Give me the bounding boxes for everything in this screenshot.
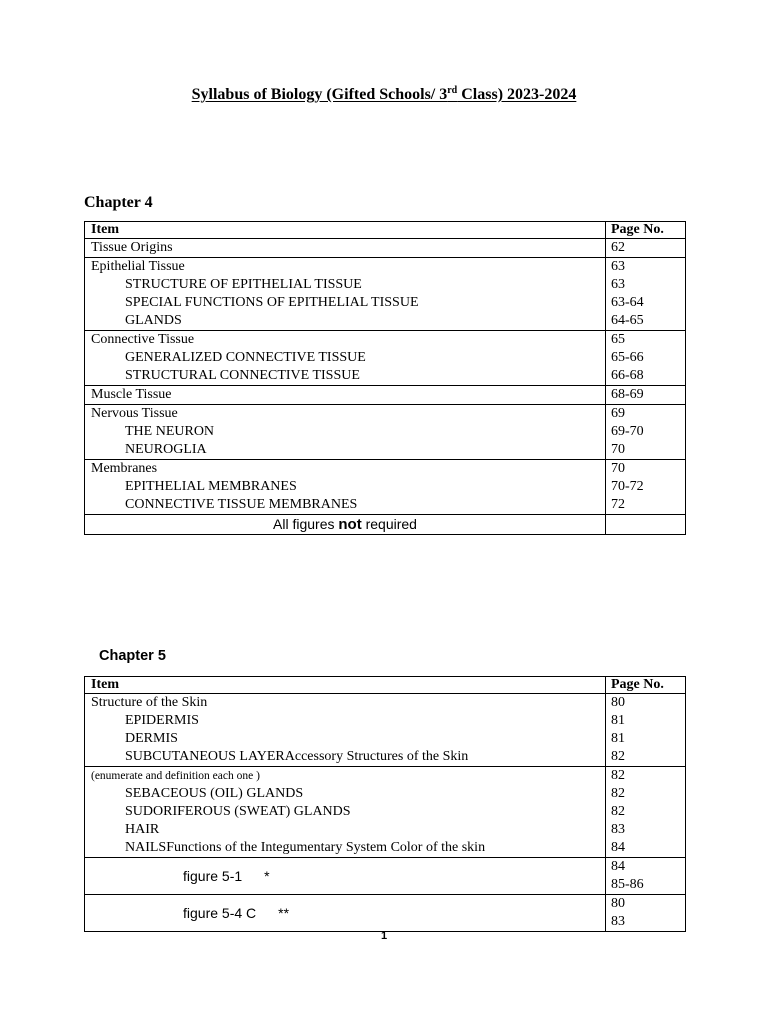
subtopic-label: CONNECTIVE TISSUE MEMBRANES — [125, 497, 358, 512]
page-value: 63 — [611, 259, 625, 274]
item-cell — [85, 694, 606, 767]
page-value: 65 — [611, 332, 625, 347]
chapter-5-heading: Chapter 5 — [99, 648, 166, 664]
page-value: 66-68 — [611, 368, 644, 383]
chapter-4-table — [84, 221, 686, 535]
item-cell — [85, 239, 606, 258]
topic-label: Epithelial Tissue — [91, 259, 185, 274]
subtopic-label: GENERALIZED CONNECTIVE TISSUE — [125, 350, 366, 365]
chapter-4-heading: Chapter 4 — [84, 194, 153, 211]
subtopic-label: THE NEURON — [125, 424, 215, 439]
page-cell — [606, 895, 686, 932]
figure-mark: ** — [278, 905, 290, 921]
subtopic-label: EPIDERMIS — [125, 713, 199, 728]
page-value: 70 — [611, 442, 625, 457]
table-header-row — [85, 677, 686, 694]
page-value: 72 — [611, 497, 625, 512]
item-cell — [85, 331, 606, 386]
page-value: 68-69 — [611, 387, 644, 402]
table-row — [85, 386, 686, 405]
note-emphasis: not — [338, 516, 362, 533]
page-value: 82 — [611, 786, 625, 801]
figures-note-row — [85, 515, 686, 535]
page-value: 84 — [611, 859, 625, 874]
chapter-5-table — [84, 676, 686, 932]
topic-label: Connective Tissue — [91, 332, 195, 347]
table-row — [85, 258, 686, 331]
title-suffix: Class) 2023-2024 — [457, 86, 577, 103]
item-cell — [85, 258, 606, 331]
page-value: 83 — [611, 822, 625, 837]
page-value: 85-86 — [611, 877, 644, 892]
note-text-before: All figures — [273, 516, 339, 532]
page-cell — [606, 767, 686, 858]
page-cell — [606, 386, 686, 405]
table-row — [85, 405, 686, 460]
page-value: 70 — [611, 461, 625, 476]
topic-label: Membranes — [91, 461, 158, 476]
item-cell — [85, 460, 606, 515]
page-title — [0, 86, 768, 104]
subtopic-label: GLANDS — [125, 313, 182, 328]
page-value: 81 — [611, 713, 625, 728]
subtopic-label: SUDORIFEROUS (SWEAT) GLANDS — [125, 804, 351, 819]
page-number: 1 — [380, 930, 388, 942]
figure-mark: * — [264, 868, 270, 884]
table-header-row — [85, 222, 686, 239]
table-row — [85, 460, 686, 515]
table-row — [85, 694, 686, 767]
page-value: 82 — [611, 749, 625, 764]
page-cell — [606, 405, 686, 460]
page-cell — [606, 694, 686, 767]
figure-row — [85, 895, 686, 932]
item-column-header: Item — [85, 677, 606, 694]
figures-note — [85, 515, 606, 535]
page-cell — [606, 515, 686, 535]
subtopic-label: HAIR — [125, 822, 160, 837]
item-cell — [85, 405, 606, 460]
figure-row — [85, 858, 686, 895]
page-value: 80 — [611, 896, 625, 911]
page-value: 63-64 — [611, 295, 644, 310]
figure-cell — [85, 895, 606, 932]
page-value: 63 — [611, 277, 625, 292]
page-cell — [606, 258, 686, 331]
page-value: 69-70 — [611, 424, 644, 439]
title-superscript: rd — [447, 85, 458, 96]
subtopic-label: STRUCTURAL CONNECTIVE TISSUE — [125, 368, 360, 383]
subtopic-label: EPITHELIAL MEMBRANES — [125, 479, 297, 494]
subtopic-label: STRUCTURE OF EPITHELIAL TISSUE — [125, 277, 362, 292]
page-value: 80 — [611, 695, 625, 710]
page-cell — [606, 858, 686, 895]
page-cell — [606, 331, 686, 386]
page-cell — [606, 460, 686, 515]
subtopic-label: NEUROGLIA — [125, 442, 207, 457]
page-value: 82 — [611, 804, 625, 819]
topic-label: Structure of the Skin — [91, 695, 208, 710]
page-value: 62 — [611, 240, 625, 255]
page-value: 64-65 — [611, 313, 644, 328]
subtopic-label: SEBACEOUS (OIL) GLANDS — [125, 786, 304, 801]
figure-label: figure 5-1 — [183, 868, 243, 884]
page-value: 69 — [611, 406, 625, 421]
topic-label: Muscle Tissue — [91, 387, 172, 402]
page-value: 81 — [611, 731, 625, 746]
page-value: 70-72 — [611, 479, 644, 494]
subtopic-label: NAILSFunctions of the Integumentary System Color of the skin — [125, 840, 486, 855]
item-cell — [85, 386, 606, 405]
page-column-header: Page No. — [606, 677, 686, 694]
page-value: 82 — [611, 768, 625, 783]
page-value: 84 — [611, 840, 625, 855]
page-value: 65-66 — [611, 350, 644, 365]
figure-label: figure 5-4 C — [183, 905, 257, 921]
subtopic-label: DERMIS — [125, 731, 178, 746]
table-row — [85, 331, 686, 386]
topic-label: Tissue Origins — [91, 240, 173, 255]
table-row — [85, 767, 686, 858]
note-text-after: required — [361, 516, 417, 532]
page-value: 83 — [611, 914, 625, 929]
page-column-header: Page No. — [606, 222, 686, 239]
item-cell — [85, 767, 606, 858]
figure-cell — [85, 858, 606, 895]
topic-label: (enumerate and definition each one ) — [91, 770, 260, 782]
subtopic-label: SPECIAL FUNCTIONS OF EPITHELIAL TISSUE — [125, 295, 419, 310]
title-prefix: Syllabus of Biology (Gifted Schools/ 3 — [191, 86, 448, 103]
subtopic-label: SUBCUTANEOUS LAYERAccessory Structures of the Skin — [125, 749, 469, 764]
table-row — [85, 239, 686, 258]
item-column-header: Item — [85, 222, 606, 239]
topic-label: Nervous Tissue — [91, 406, 178, 421]
page-cell — [606, 239, 686, 258]
